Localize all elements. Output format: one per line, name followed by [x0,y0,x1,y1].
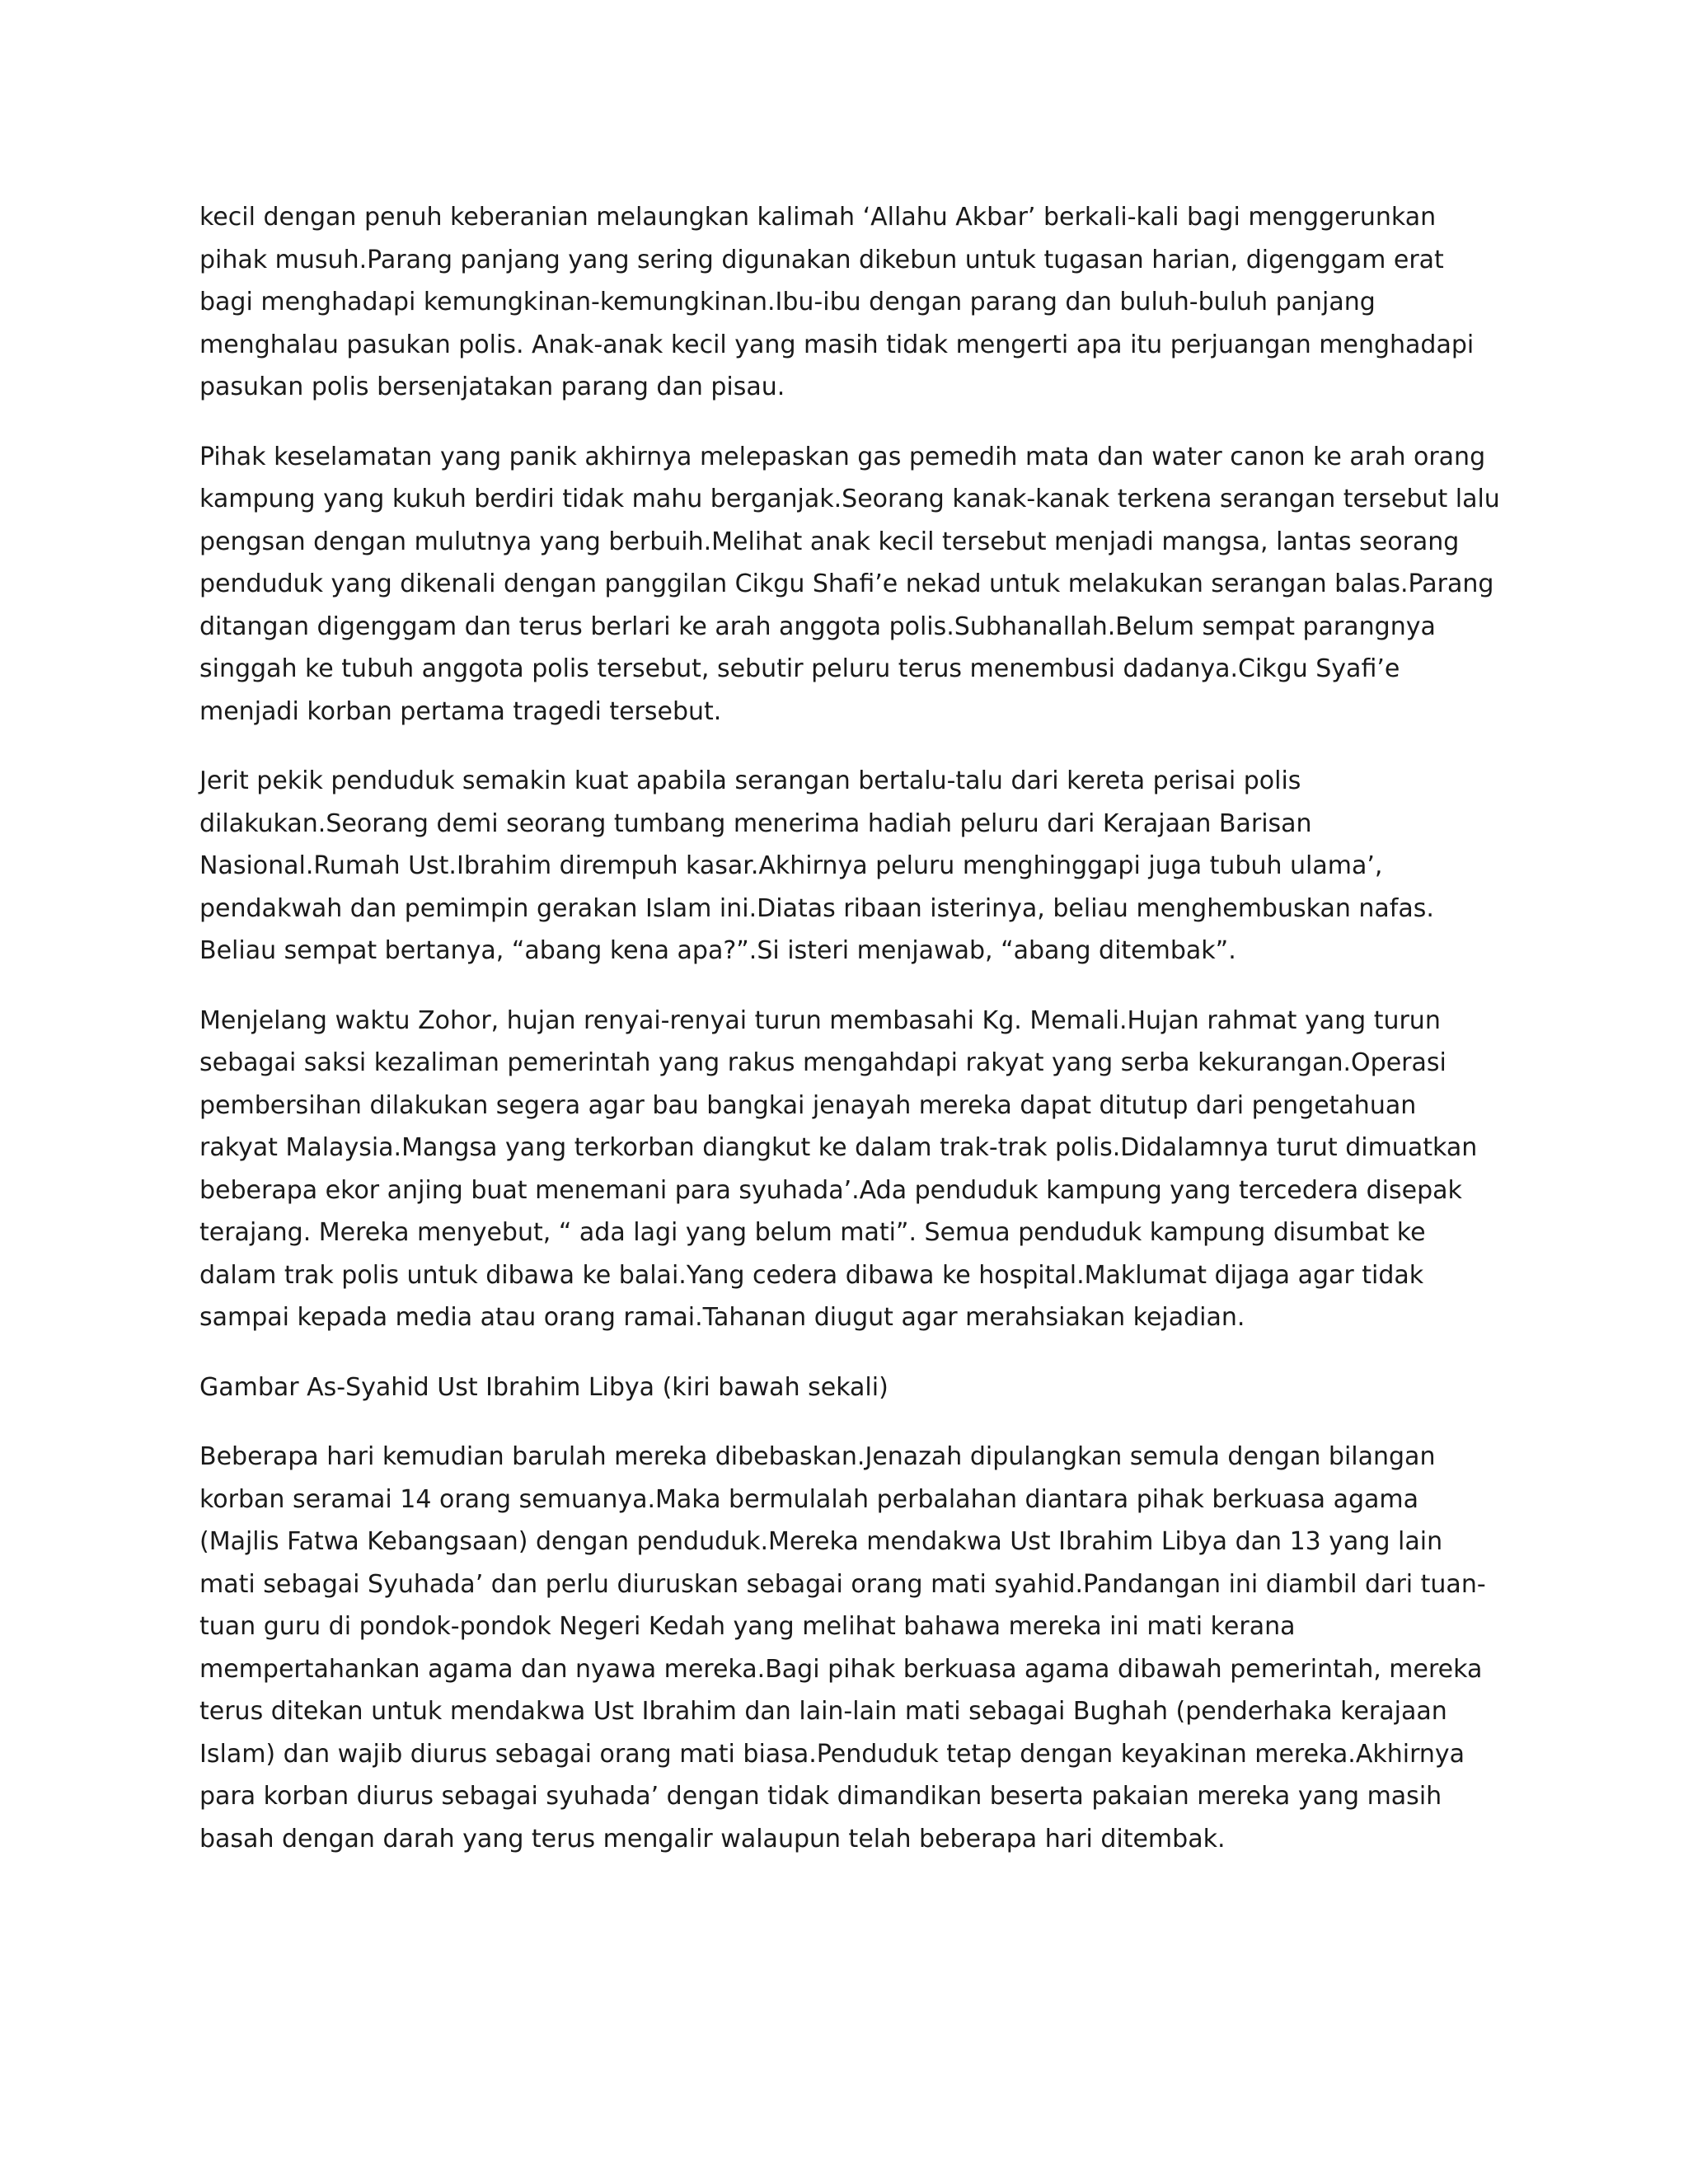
paragraph-4: Menjelang waktu Zohor, hujan renyai-renyai turun membasahi Kg. Memali.Hujan rahmat yang turun sebagai saksi kezaliman pemerintah yang rakus mengahdapi rakyat yang serba kekurangan.Operasi pembersihan dilakukan segera agar bau bangkai jenayah mereka dapat ditutup dari pengetahuan rakyat Malaysia.Mangsa yang terkorban diangkut ke dalam trak-trak polis.Didalamnya turut dimuatkan beberapa ekor anjing buat menemani para syuhada’.Ada penduduk kampung yang tercedera disepak terajang. Mereka menyebut, “ ada lagi yang belum mati”. Semua penduduk kampung disumbat ke dalam trak polis untuk dibawa ke balai.Yang cedera dibawa ke hospital.Maklumat dijaga agar tidak sampai kepada media atau orang ramai.Tahanan diugut agar merahsiakan kejadian. [199,1005,1478,1332]
paragraph-1: kecil dengan penuh keberanian melaungkan kalimah ‘Allahu Akbar’ berkali-kali bagi menggerunkan pihak musuh.Parang panjang yang sering digunakan dikebun untuk tugasan harian, digenggam erat bagi menghadapi kemungkinan-kemungkinan.Ibu-ibu dengan parang dan buluh-buluh panjang menghalau pasukan polis. Anak-anak kecil yang masih tidak mengerti apa itu perjuangan menghadapi pasukan polis bersenjatakan parang dan pisau. [199,203,1475,401]
document-body [199,196,1502,1887]
paragraph-3: Jerit pekik penduduk semakin kuat apabila serangan bertalu-talu dari kereta perisai polis dilakukan.Seorang demi seorang tumbang menerima hadiah peluru dari Kerajaan Barisan Nasional.Rumah Ust.Ibrahim dirempuh kasar.Akhirnya peluru menghinggapi juga tubuh ulama’, pendakwah dan pemimpin gerakan Islam ini.Diatas ribaan isterinya, beliau menghembuskan nafas. Beliau sempat bertanya, “abang kena apa?”.Si isteri menjawab, “abang ditembak”. [199,766,1434,965]
paragraph-5: Beberapa hari kemudian barulah mereka dibebaskan.Jenazah dipulangkan semula dengan bilangan korban seramai 14 orang semuanya.Maka bermulalah perbalahan diantara pihak berkuasa agama (Majlis Fatwa Kebangsaan) dengan penduduk.Mereka mendakwa Ust Ibrahim Libya dan 13 yang lain mati sebagai Syuhada’ dan perlu diuruskan sebagai orang mati syahid.Pandangan ini diambil dari tuan-tuan guru di pondok-pondok Negeri Kedah yang melihat bahawa mereka ini mati kerana mempertahankan agama dan nyawa mereka.Bagi pihak berkuasa agama dibawah pemerintah, mereka terus ditekan untuk mendakwa Ust Ibrahim dan lain-lain mati sebagai Bughah (penderhaka kerajaan Islam) dan wajib diurus sebagai orang mati biasa.Penduduk tetap dengan keyakinan mereka.Akhirnya para korban diurus sebagai syuhada’ dengan tidak dimandikan beserta pakaian mereka yang masih basah dengan darah yang terus mengalir walaupun telah beberapa hari ditembak. [199,1442,1486,1854]
image-caption: Gambar As-Syahid Ust Ibrahim Libya (kiri bawah sekali) [199,1372,889,1402]
paragraph-2: Pihak keselamatan yang panik akhirnya melepaskan gas pemedih mata dan water canon ke arah orang kampung yang kukuh berdiri tidak mahu berganjak.Seorang kanak-kanak terkena serangan tersebut lalu pengsan dengan mulutnya yang berbuih.Melihat anak kecil tersebut menjadi mangsa, lantas seorang penduduk yang dikenali dengan panggilan Cikgu Shafi’e nekad untuk melakukan serangan balas.Parang ditangan digenggam dan terus berlari ke arah anggota polis.Subhanallah.Belum sempat parangnya singgah ke tubuh anggota polis tersebut, sebutir peluru terus menembusi dadanya.Cikgu Syafi’e menjadi korban pertama tragedi tersebut. [199,442,1500,726]
